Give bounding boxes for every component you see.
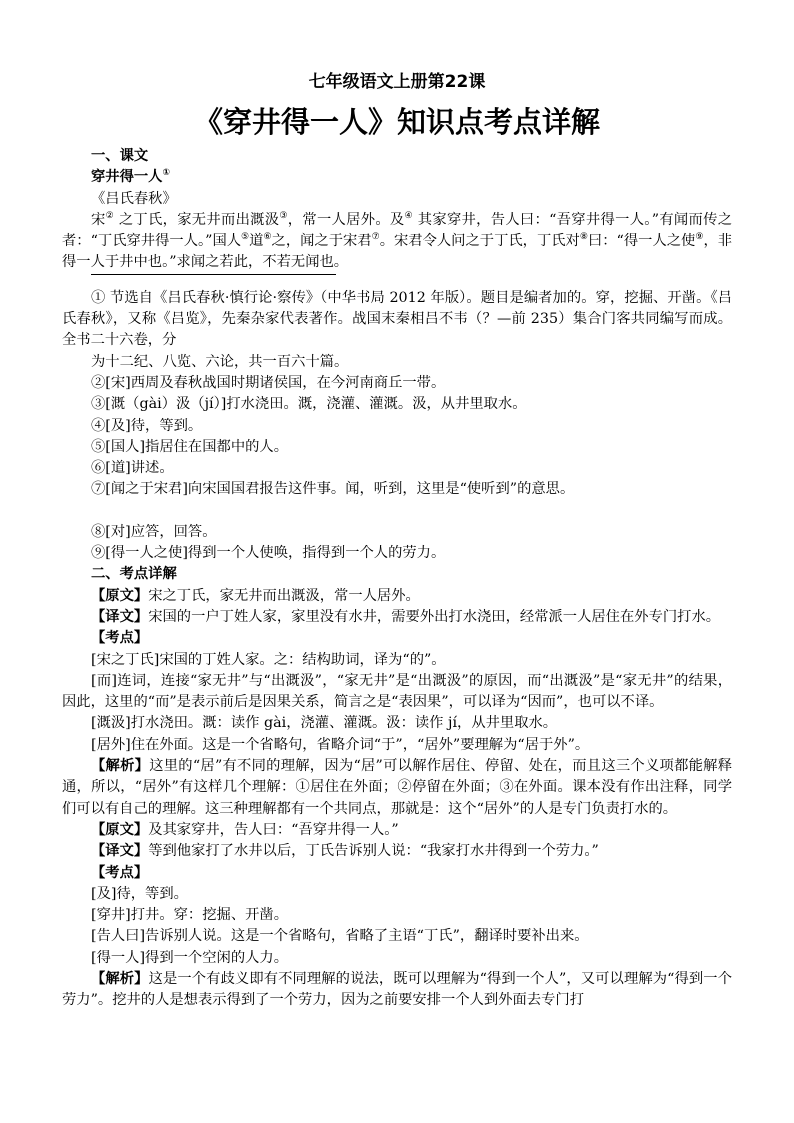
footnote: ⑨[得一人之使]得到一个人使唤，指得到一个人的劳力。: [91, 545, 446, 562]
text-segment: 曰：“得一人之使: [587, 233, 696, 250]
section-heading-text: 二、考点详解: [91, 566, 177, 583]
label: 【译文】: [91, 843, 149, 860]
original-block: [62, 586, 732, 607]
note-marker: ④: [404, 211, 413, 222]
footnote: ④[及]待，等到。: [91, 417, 203, 434]
text-segment: 其家穿井，告人曰：“吾穿井得一人。”有闻而传之者：“丁氏穿井得一人。”国人: [62, 211, 733, 250]
section-heading-text: 一、课文: [91, 148, 149, 164]
analysis-block: [62, 756, 732, 820]
spacer: [62, 501, 732, 522]
footnote: ⑤[国人]指居住在国都中的人。: [91, 438, 289, 455]
translation-block: [62, 841, 732, 862]
footnote: ① 节选自《吕氏春秋·慎行论·察传》（中华书局 2012 年版）。题目是编者加的。穿，挖掘、开凿。《吕氏春秋》，又称《吕览》，先秦杂家代表著作。战国末秦相吕不韦（？—前 235）集合门客共同编写而成。全书二十六卷，分: [62, 289, 732, 349]
keypoint-item: [及]待，等到。: [91, 885, 188, 902]
keypoint-item: [穿井]打井。穿：挖掘、开凿。: [91, 907, 289, 924]
translation-text: 等到他家打了水井以后，丁氏告诉别人说：“我家打水井得到一个劳力。”: [148, 843, 599, 860]
footnote: ③[溉（gài）汲（jí）]打水浇田。溉，浇灌、灌溉。汲，从井里取水。: [91, 396, 527, 413]
keypoint-item: [宋之丁氏]宋国的丁姓人家。之：结构助词，译为“的”。: [91, 651, 446, 668]
analysis-block: [62, 969, 732, 1012]
label: 【原文】: [91, 821, 149, 838]
text-segment: 道: [249, 233, 264, 250]
label: 【解析】: [91, 758, 150, 775]
note-marker: ⑨: [695, 232, 704, 243]
footnote: ⑦[闻之于宋君]向宋国国君报告这件事。闻，听到，这里是“使听到”的意思。: [91, 481, 575, 498]
original-text: 宋之丁氏，家无井而出溉汲，常一人居外。: [148, 587, 420, 604]
text-segment: ，常一人居外。及: [287, 211, 405, 228]
keypoint-item: [而]连词，连接“家无井”与“出溉汲”，“家无井”是“出溉汲”的原因，而“出溉汲”是“家无井”的结果，因此，这里的“而”是表示前后是因果关系，简言之是“表因果”，可以译为“因而”，也可以不译。: [62, 672, 732, 711]
original-block: [62, 820, 732, 841]
note-marker: ①: [162, 168, 171, 179]
document-page: [62, 70, 732, 1012]
text-title: [62, 167, 732, 188]
keypoint-item: [居外]住在外面。这是一个省略句，省略介词“于”，“居外”要理解为“居于外”。: [91, 736, 590, 753]
label: 【解析】: [91, 970, 149, 987]
analysis-text: 这里的“居”有不同的理解，因为“居”可以解作居住、停留、处在，而且这三个义项都能解释通，所以，“居外”有这样几个理解：①居住在外面；②停留在外面；③在外面。课本没有作出注释，同学们可以有自己的理解。这三种理解都有一个共同点，那就是：这个“居外”的人是专门负责打水的。: [62, 758, 733, 817]
text-segment: 之，闻之于宋君: [271, 233, 372, 250]
keypoint-item: [溉汲]打水浇田。溉：读作 gài，浇灌、灌溉。汲：读作 jí，从井里取水。: [91, 715, 558, 732]
footnote-divider: [91, 274, 336, 275]
text-segment: ，非得一人于井中也。”求闻之若此，不若无闻也。: [62, 233, 733, 271]
keypoint-item: [告人曰]告诉别人说。这是一个省略句，省略了主语“丁氏”，翻译时要补出来。: [91, 928, 589, 945]
keypoint-item: [得一人]得到一个空闲的人力。: [91, 949, 289, 966]
label: 【译文】: [91, 608, 149, 625]
text-title-label: 穿井得一人: [91, 169, 163, 186]
main-title: 《穿井得一人》知识点考点详解: [193, 105, 600, 139]
note-marker: ⑦: [371, 232, 380, 243]
note-marker: ⑤: [241, 232, 250, 243]
note-marker: ②: [105, 211, 114, 222]
keypoint-label: 【考点】: [91, 864, 149, 881]
note-marker: ⑧: [579, 232, 588, 243]
translation-text: 宋国的一户丁姓人家，家里没有水井，需要外出打水浇田，经常派一人居住在外专门打水。: [148, 608, 721, 625]
classical-text-paragraph: [62, 210, 732, 274]
grade-lesson-title: 七年级语文上册第22课: [308, 72, 486, 92]
text-segment: 之丁氏，家无井而出溉汲: [113, 211, 280, 228]
translation-block: [62, 607, 732, 628]
text-segment: 。宋君令人问之于丁氏，丁氏对: [379, 233, 580, 250]
original-text: 及其家穿井，告人曰：“吾穿井得一人。”: [148, 821, 399, 838]
footnote: 为十二纪、八览、六论，共一百六十篇。: [91, 353, 349, 370]
footnote: ⑧[对]应答，回答。: [91, 523, 217, 540]
analysis-text: 这是一个有歧义即有不同理解的说法，既可以理解为“得到一个人”，又可以理解为“得到一个劳力”。挖井的人是想表示得到了一个劳力，因为之前要安排一个人到外面去专门打: [62, 970, 732, 1009]
label: 【原文】: [91, 587, 149, 604]
footnote: ⑥[道]讲述。: [91, 460, 174, 477]
note-marker: ③: [279, 211, 288, 222]
footnote: ②[宋]西周及春秋战国时期诸侯国，在今河南商丘一带。: [91, 374, 446, 391]
text-segment: 宋: [91, 211, 106, 228]
text-source: 《吕氏春秋》: [91, 190, 177, 207]
keypoint-label: 【考点】: [91, 630, 149, 647]
note-marker: ⑥: [263, 232, 272, 243]
